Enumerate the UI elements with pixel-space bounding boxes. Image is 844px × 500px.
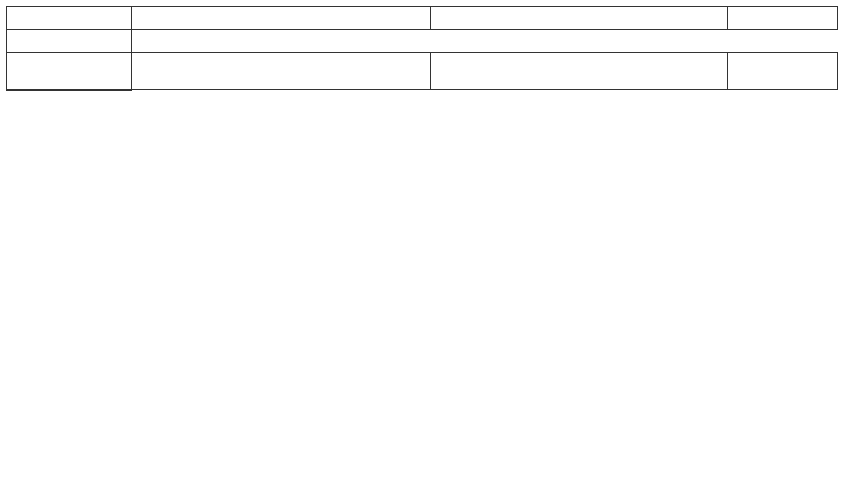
transparency-label-right (728, 7, 838, 30)
transparency-label-left (7, 7, 132, 30)
orientation-label-bottom-left (7, 90, 132, 91)
irradiance-label-left (7, 53, 132, 90)
level-5-header (131, 7, 430, 30)
level-6-header (430, 7, 728, 30)
solar-radiation-table (6, 6, 838, 91)
irradiance-label-right (728, 53, 838, 90)
orientation-label-left (7, 30, 132, 53)
legend-level-5 (131, 53, 430, 90)
legend-level-6 (430, 53, 728, 90)
